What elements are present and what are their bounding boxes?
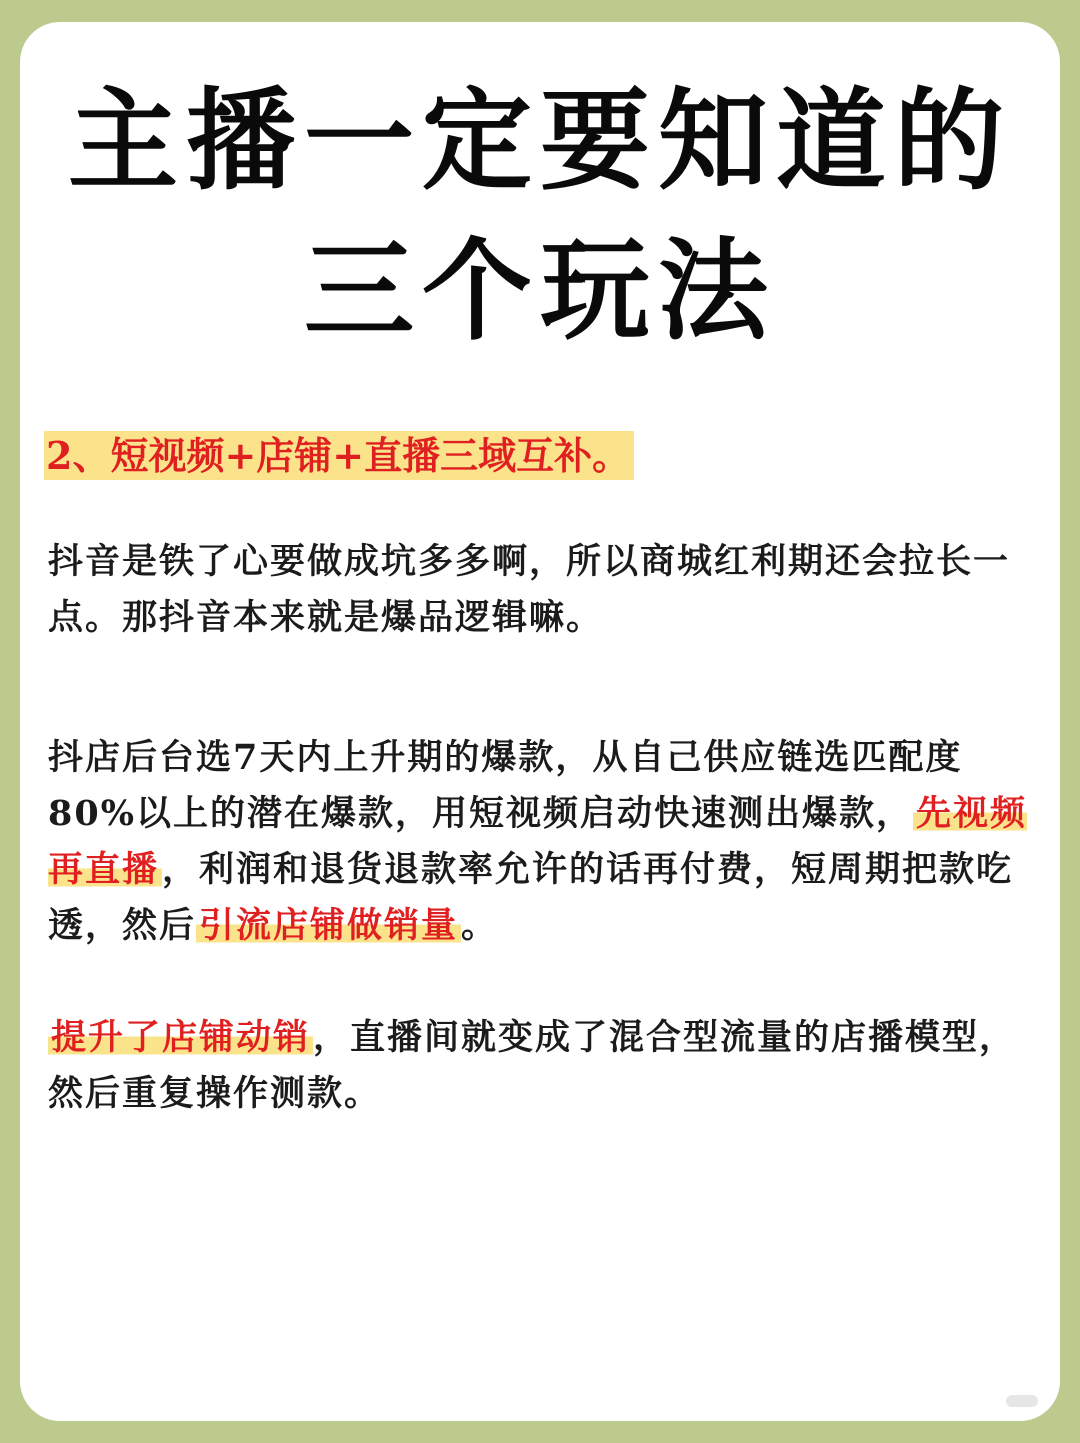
content-card bbox=[20, 22, 1060, 1421]
section-heading-text: 2、短视频+店铺+直播三域互补。 bbox=[44, 431, 634, 480]
page-title bbox=[20, 66, 1060, 366]
page-title-line-2: 三个玩法 bbox=[304, 226, 776, 355]
paragraph-2-text-a: 抖店后台选7天内上升期的爆款，从自己供应链选匹配度80%以上的潜在爆款，用短视频启动快速测出爆款， bbox=[48, 737, 963, 834]
paragraph-2-text-c: 。 bbox=[461, 905, 499, 946]
paragraph-1: 抖音是铁了心要做成坑多多啊，所以商城红利期还会拉长一点。那抖音本来就是爆品逻辑嘛。 bbox=[48, 541, 1011, 638]
highlight-store-turnover: 提升了店铺动销 bbox=[48, 1017, 313, 1058]
section-heading bbox=[44, 426, 634, 486]
watermark-badge bbox=[1006, 1395, 1038, 1407]
page-title-line-1: 主播一定要知道的 bbox=[68, 76, 1012, 205]
highlight-drive-store-sales: 引流店铺做销量 bbox=[196, 905, 461, 946]
highlight-video-then-live: 先视频再直播 bbox=[48, 793, 1027, 890]
paragraph-3-text: ，直播间就变成了混合型流量的店播模型，然后重复操作测款。 bbox=[48, 1017, 1017, 1114]
paragraph-2-text-b: ，利润和退货退款率允许的话再付费，短周期把款吃透，然后 bbox=[48, 849, 1014, 946]
paragraph-3 bbox=[48, 1010, 1038, 1122]
paragraph-2 bbox=[48, 730, 1038, 954]
